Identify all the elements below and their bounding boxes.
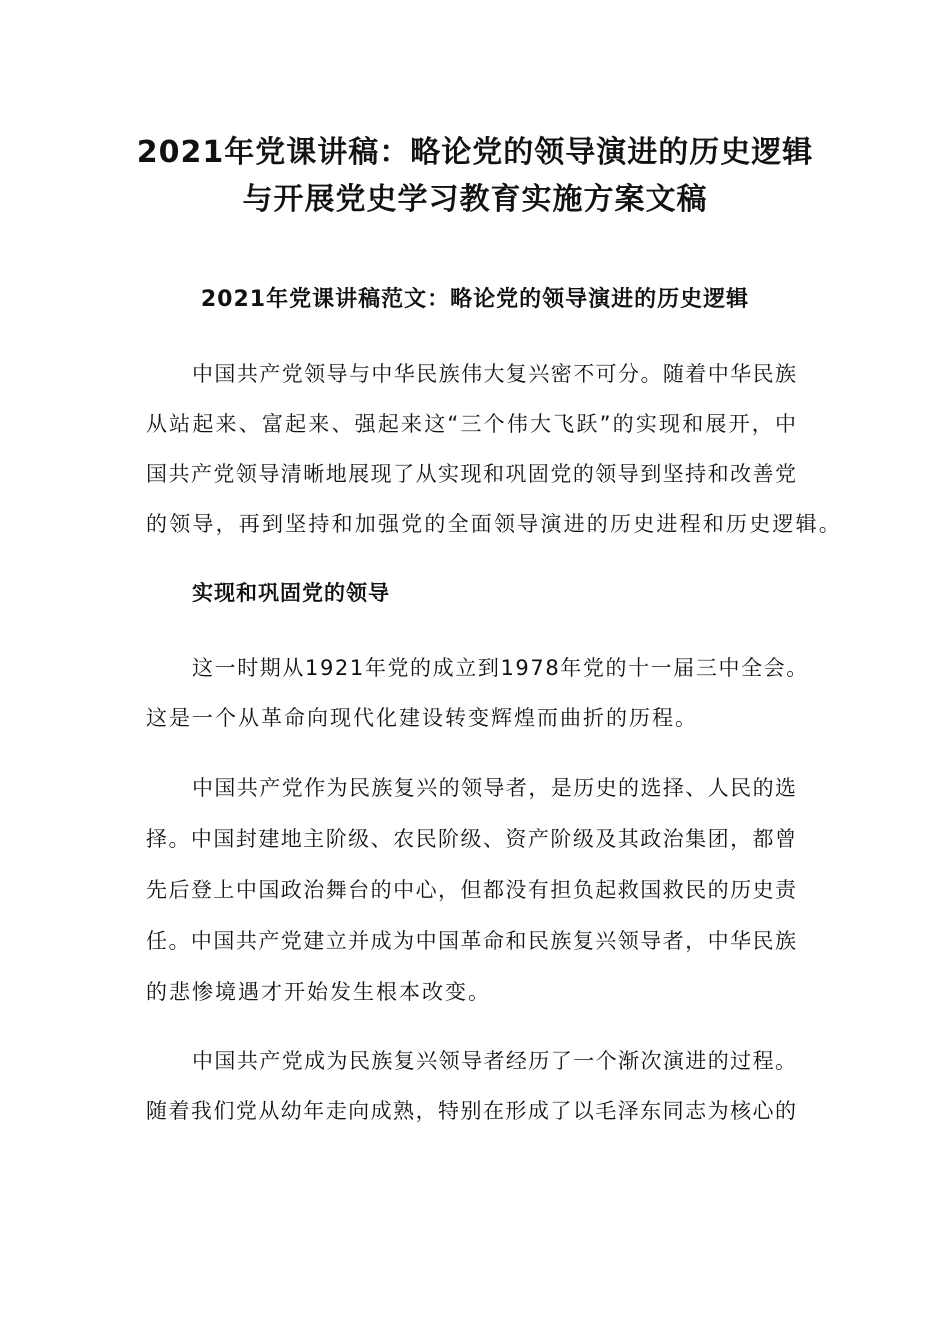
paragraph-1-line-4: 的领导，再到坚持和加强党的全面领导演进的历史进程和历史逻辑。: [146, 512, 842, 536]
paragraph-3-line-2: 择。中国封建地主阶级、农民阶级、资产阶级及其政治集团，都曾: [146, 827, 796, 851]
paragraph-2-line-2: 这是一个从革命向现代化建设转变辉煌而曲折的历程。: [146, 706, 698, 730]
document-title-line-1: 2021年党课讲稿：略论党的领导演进的历史逻辑: [136, 135, 814, 170]
paragraph-4-line-1: 中国共产党成为民族复兴领导者经历了一个渐次演进的过程。: [192, 1049, 796, 1073]
paragraph-3-line-1: 中国共产党作为民族复兴的领导者，是历史的选择、人民的选: [192, 776, 796, 800]
paragraph-3-line-5: 的悲惨境遇才开始发生根本改变。: [146, 980, 491, 1004]
section-heading: 实现和巩固党的领导: [192, 581, 390, 605]
paragraph-1-line-1: 中国共产党领导与中华民族伟大复兴密不可分。随着中华民族: [192, 362, 796, 386]
paragraph-1-line-3: 国共产党领导清晰地展现了从实现和巩固党的领导到坚持和改善党: [146, 462, 796, 486]
paragraph-3-line-4: 任。中国共产党建立并成为中国革命和民族复兴领导者，中华民族: [146, 929, 796, 953]
paragraph-3-line-3: 先后登上中国政治舞台的中心，但都没有担负起救国救民的历史责: [146, 878, 796, 902]
paragraph-2-line-1: 这一时期从1921年党的成立到1978年党的十一届三中全会。: [192, 656, 809, 680]
document-subtitle: 2021年党课讲稿范文：略论党的领导演进的历史逻辑: [200, 287, 750, 312]
paragraph-4-line-2: 随着我们党从幼年走向成熟，特别在形成了以毛泽东同志为核心的: [146, 1099, 796, 1123]
paragraph-1-line-2: 从站起来、富起来、强起来这“三个伟大飞跃”的实现和展开，中: [146, 412, 796, 436]
document-title-line-2: 与开展党史学习教育实施方案文稿: [242, 182, 708, 217]
